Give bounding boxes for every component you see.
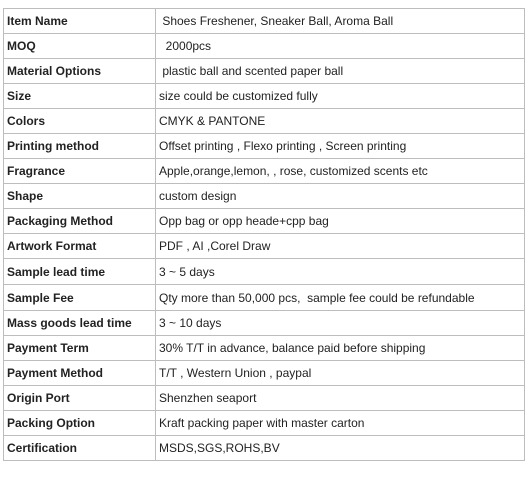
row-label: Packing Option [4,411,156,436]
row-value: 30% T/T in advance, balance paid before shipping [156,336,525,361]
table-row [4,336,525,361]
row-label: Artwork Format [4,234,156,259]
row-value: T/T , Western Union , paypal [156,361,525,386]
row-label: Material Options [4,59,156,84]
table-row [4,361,525,386]
row-label: Packaging Method [4,209,156,234]
row-label: Payment Term [4,336,156,361]
table-row [4,386,525,411]
table-row [4,285,525,311]
row-label: Colors [4,109,156,134]
table-row [4,184,525,209]
table-row [4,84,525,109]
row-value: size could be customized fully [156,84,525,109]
row-value: custom design [156,184,525,209]
row-value: CMYK & PANTONE [156,109,525,134]
table-row [4,436,525,461]
row-value: 3 ~ 10 days [156,311,525,336]
table-row [4,159,525,184]
row-label: Shape [4,184,156,209]
table-row [4,411,525,436]
table-row [4,311,525,336]
row-label: Sample Fee [4,285,156,311]
row-label: Sample lead time [4,259,156,285]
row-value: Qty more than 50,000 pcs, sample fee could be refundable [156,285,525,311]
row-value: Opp bag or opp heade+cpp bag [156,209,525,234]
row-value: 3 ~ 5 days [156,259,525,285]
row-label: Payment Method [4,361,156,386]
row-label: Mass goods lead time [4,311,156,336]
table-row [4,109,525,134]
row-label: Printing method [4,134,156,159]
row-label: Size [4,84,156,109]
row-label: Origin Port [4,386,156,411]
table-row [4,259,525,285]
row-value: Shenzhen seaport [156,386,525,411]
table-row [4,59,525,84]
table-row [4,234,525,259]
row-value: plastic ball and scented paper ball [156,59,525,84]
product-spec-table [3,8,525,461]
row-label: Fragrance [4,159,156,184]
row-value: Apple,orange,lemon, , rose, customized scents etc [156,159,525,184]
row-label: Item Name [4,9,156,34]
table-row [4,9,525,34]
row-value: Offset printing , Flexo printing , Screen printing [156,134,525,159]
row-value: MSDS,SGS,ROHS,BV [156,436,525,461]
row-value: 2000pcs [156,34,525,59]
spec-table-body [4,9,525,461]
row-label: Certification [4,436,156,461]
table-row [4,134,525,159]
row-value: Shoes Freshener, Sneaker Ball, Aroma Ball [156,9,525,34]
row-label: MOQ [4,34,156,59]
row-value: Kraft packing paper with master carton [156,411,525,436]
row-value: PDF , AI ,Corel Draw [156,234,525,259]
table-row [4,209,525,234]
table-row [4,34,525,59]
